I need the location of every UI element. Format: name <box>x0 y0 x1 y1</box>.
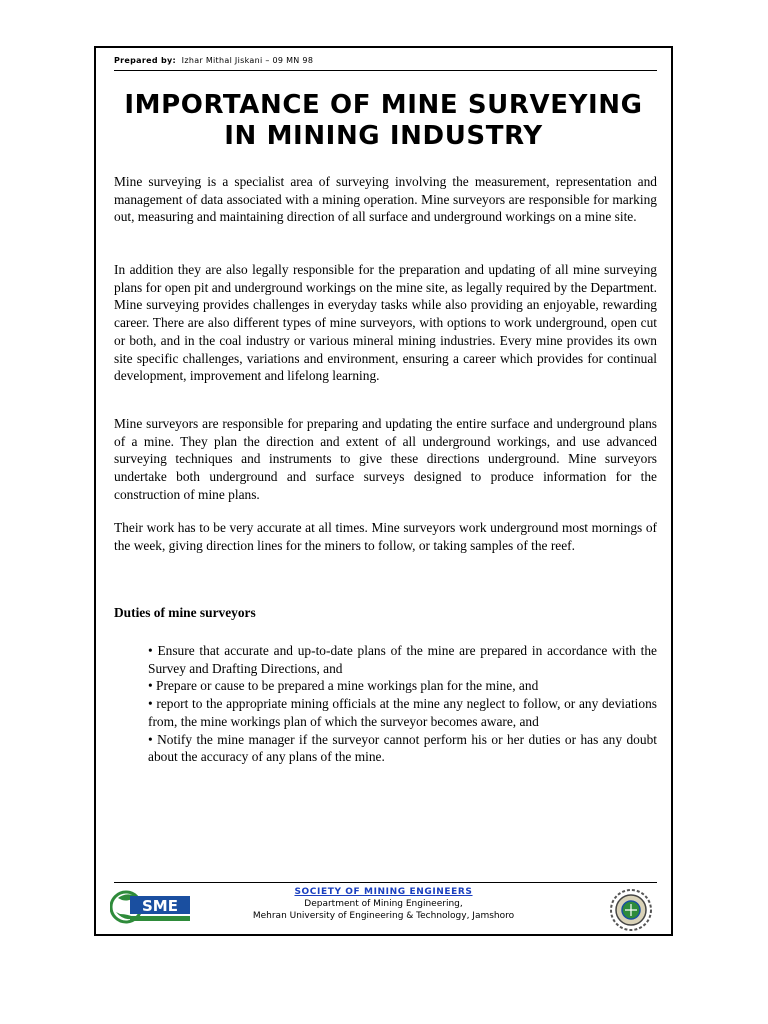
title-line-1: IMPORTANCE OF MINE SURVEYING <box>124 90 643 120</box>
prepared-by-label: Prepared by: <box>114 56 176 65</box>
society-link[interactable]: SOCIETY OF MINING ENGINEERS <box>294 887 473 897</box>
department-name: Department of Mining Engineering, <box>304 899 463 909</box>
list-item: • Prepare or cause to be prepared a mine workings plan for the mine, and <box>148 678 539 694</box>
author-id: – 09 MN 98 <box>265 56 314 65</box>
list-item: • Ensure that accurate and up-to-date plans of the mine are prepared in accordance with the Survey and Drafting Directions, and <box>148 643 657 676</box>
paragraph-accuracy: Their work has to be very accurate at all times. Mine surveyors work underground most mornings of the week, giving direction lines for the miners to follow, or taking samples of the reef. <box>114 520 657 553</box>
footer-divider <box>114 882 657 883</box>
footer-organization <box>96 886 671 922</box>
prepared-by-header <box>114 56 657 71</box>
paragraph-intro: Mine surveying is a specialist area of surveying involving the measurement, representation and management of data associated with a mining operation. Mine surveyors are responsible for marking out, measuring and maintaining direction of all surface and underground workings on a mine site. <box>114 174 657 225</box>
author-name: Izhar Mithal Jiskani <box>181 56 263 65</box>
paragraph-plans: Mine surveyors are responsible for preparing and updating the entire surface and underground plans of a mine. They plan the direction and extent of all underground workings, and use advanced surveying techniques and instruments to give these directions underground. Mine surveyors undertake both underground and surface surveys designed to produce information for the construction of mine plans. <box>114 416 657 502</box>
document-page <box>94 46 673 936</box>
duties-list <box>148 642 657 766</box>
list-item: • report to the appropriate mining officials at the mine any neglect to follow, or any deviations from, the mine workings plan of which the surveyor becomes aware, and <box>148 696 657 729</box>
university-name: Mehran University of Engineering & Technology, Jamshoro <box>252 911 515 921</box>
title-line-2: IN MINING INDUSTRY <box>224 121 543 151</box>
paragraph-legal-responsibility: In addition they are also legally responsible for the preparation and updating of all mine surveying plans for open pit and underground workings on the mine site, as legally required by the Department. Mine surveying provides challenges in everyday tasks while also providing an enjoyable, rewarding career. There are also different types of mine surveyors, with options to work underground, open cut or both, and in the coal industry or various mineral mining industries. Every mine provides its own site specific challenges, variations and environment, ensuring a career which provides for continual development, improvement and lifelong learning. <box>114 262 657 384</box>
page-title <box>96 90 671 152</box>
university-seal-icon <box>609 888 653 932</box>
duties-heading: Duties of mine surveyors <box>114 605 256 620</box>
list-item: • Notify the mine manager if the surveyor cannot perform his or her duties or has any doubt about the accuracy of any plans of the mine. <box>148 731 657 765</box>
svg-text:SME: SME <box>142 897 178 915</box>
